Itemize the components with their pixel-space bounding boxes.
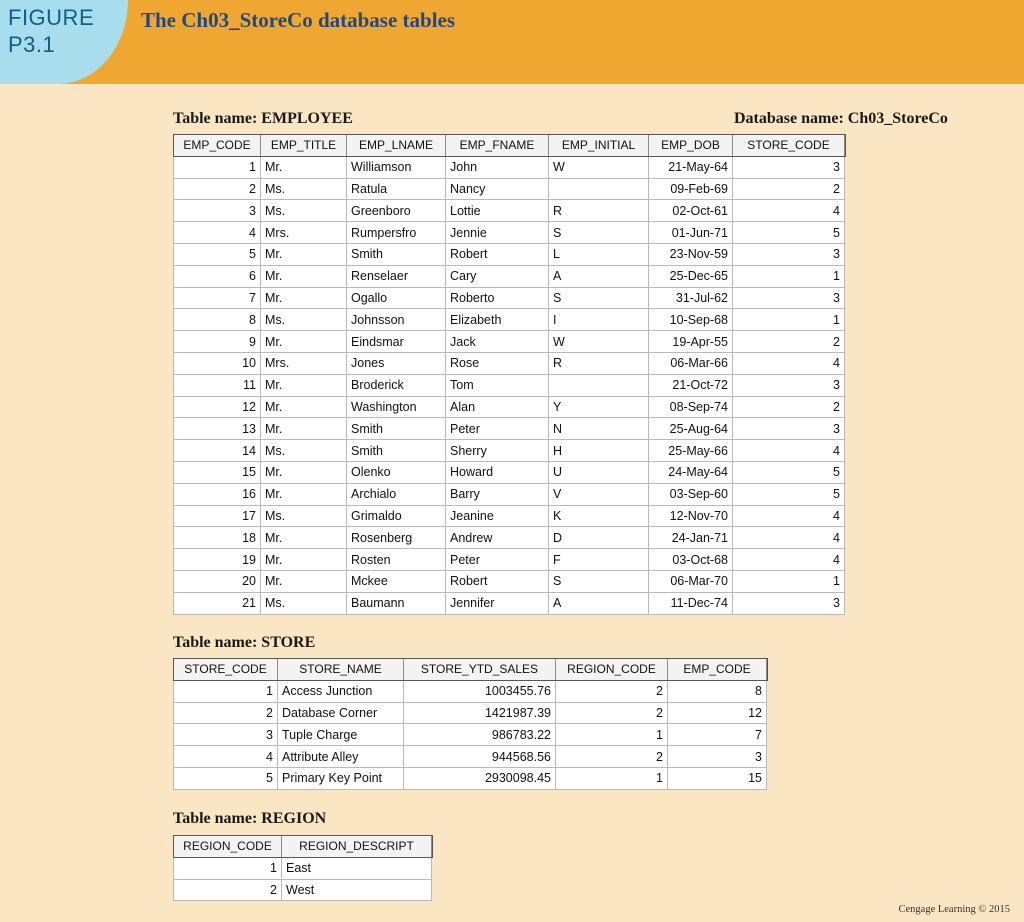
employee-cell-emp-code: 1 — [174, 156, 261, 178]
employee-cell-emp-dob: 21-May-64 — [649, 156, 733, 178]
employee-column-header: EMP_LNAME — [347, 135, 446, 157]
store-cell-emp-code: 12 — [668, 702, 767, 724]
employee-cell-emp-code: 17 — [174, 505, 261, 527]
employee-cell-emp-fname: Nancy — [446, 178, 549, 200]
employee-cell-emp-title: Ms. — [261, 200, 347, 222]
employee-cell-store-code: 4 — [733, 527, 845, 549]
employee-column-header: EMP_DOB — [649, 135, 733, 157]
employee-table-row — [174, 396, 845, 418]
employee-cell-emp-code: 7 — [174, 287, 261, 309]
employee-cell-emp-lname: Greenboro — [347, 200, 446, 222]
employee-cell-store-code: 3 — [733, 374, 845, 396]
employee-cell-emp-code: 8 — [174, 309, 261, 331]
employee-cell-emp-lname: Smith — [347, 243, 446, 265]
employee-cell-emp-initial: A — [549, 265, 649, 287]
employee-cell-emp-title: Ms. — [261, 592, 347, 614]
region-column-header: REGION_DESCRIPT — [282, 836, 432, 858]
employee-cell-emp-initial: I — [549, 309, 649, 331]
store-cell-store-code: 3 — [174, 724, 278, 746]
employee-cell-emp-lname: Smith — [347, 418, 446, 440]
employee-cell-store-code: 5 — [733, 461, 845, 483]
store-column-header: REGION_CODE — [556, 659, 668, 681]
employee-cell-emp-title: Ms. — [261, 505, 347, 527]
employee-cell-emp-initial: W — [549, 156, 649, 178]
employee-cell-emp-lname: Rosenberg — [347, 527, 446, 549]
employee-cell-emp-lname: Ogallo — [347, 287, 446, 309]
employee-cell-emp-code: 5 — [174, 243, 261, 265]
employee-cell-emp-title: Mr. — [261, 549, 347, 571]
employee-cell-emp-lname: Renselaer — [347, 265, 446, 287]
employee-table-row — [174, 287, 845, 309]
employee-cell-emp-code: 10 — [174, 352, 261, 374]
employee-cell-emp-initial: S — [549, 287, 649, 309]
employee-cell-emp-lname: Jones — [347, 352, 446, 374]
employee-cell-emp-dob: 10-Sep-68 — [649, 309, 733, 331]
region-table-row — [174, 879, 432, 901]
employee-cell-emp-fname: Rose — [446, 352, 549, 374]
employee-cell-emp-lname: Williamson — [347, 156, 446, 178]
employee-cell-emp-dob: 23-Nov-59 — [649, 243, 733, 265]
region-cell-region-descript: West — [282, 879, 432, 901]
employee-cell-emp-fname: Roberto — [446, 287, 549, 309]
employee-cell-emp-initial: Y — [549, 396, 649, 418]
store-cell-store-ytd-sales: 2930098.45 — [404, 767, 556, 789]
employee-cell-emp-title: Mr. — [261, 243, 347, 265]
employee-cell-emp-title: Mr. — [261, 570, 347, 592]
employee-column-header: STORE_CODE — [733, 135, 845, 157]
employee-cell-emp-fname: Elizabeth — [446, 309, 549, 331]
employee-cell-emp-dob: 31-Jul-62 — [649, 287, 733, 309]
employee-cell-emp-initial: R — [549, 352, 649, 374]
employee-cell-emp-lname: Smith — [347, 440, 446, 462]
employee-cell-emp-lname: Broderick — [347, 374, 446, 396]
employee-cell-emp-fname: Jeanine — [446, 505, 549, 527]
employee-cell-emp-title: Ms. — [261, 309, 347, 331]
employee-cell-emp-fname: Cary — [446, 265, 549, 287]
store-cell-store-ytd-sales: 1003455.76 — [404, 680, 556, 702]
employee-table-row — [174, 440, 845, 462]
employee-cell-emp-code: 11 — [174, 374, 261, 396]
employee-cell-emp-dob: 19-Apr-55 — [649, 331, 733, 353]
employee-cell-emp-lname: Rosten — [347, 549, 446, 571]
employee-cell-emp-title: Ms. — [261, 440, 347, 462]
employee-cell-emp-title: Mr. — [261, 265, 347, 287]
employee-table-row — [174, 222, 845, 244]
employee-cell-emp-initial: K — [549, 505, 649, 527]
region-table — [173, 835, 432, 901]
copyright-credit: Cengage Learning © 2015 — [898, 904, 1010, 915]
employee-cell-emp-code: 20 — [174, 570, 261, 592]
store-cell-store-ytd-sales: 1421987.39 — [404, 702, 556, 724]
employee-cell-emp-fname: Peter — [446, 418, 549, 440]
employee-cell-emp-dob: 02-Oct-61 — [649, 200, 733, 222]
store-cell-store-code: 5 — [174, 767, 278, 789]
store-column-header: STORE_CODE — [174, 659, 278, 681]
employee-cell-emp-code: 19 — [174, 549, 261, 571]
employee-cell-emp-fname: Robert — [446, 570, 549, 592]
employee-cell-store-code: 3 — [733, 287, 845, 309]
employee-cell-emp-dob: 25-Aug-64 — [649, 418, 733, 440]
employee-cell-store-code: 2 — [733, 396, 845, 418]
employee-cell-emp-code: 6 — [174, 265, 261, 287]
employee-cell-emp-fname: John — [446, 156, 549, 178]
employee-cell-emp-initial: S — [549, 570, 649, 592]
employee-cell-store-code: 3 — [733, 592, 845, 614]
employee-cell-emp-title: Mr. — [261, 527, 347, 549]
region-header-row — [174, 836, 432, 858]
employee-cell-emp-dob: 09-Feb-69 — [649, 178, 733, 200]
employee-cell-emp-code: 12 — [174, 396, 261, 418]
store-cell-store-code: 4 — [174, 746, 278, 768]
employee-cell-emp-initial: F — [549, 549, 649, 571]
employee-cell-emp-lname: Washington — [347, 396, 446, 418]
employee-cell-store-code: 3 — [733, 243, 845, 265]
employee-cell-store-code: 3 — [733, 418, 845, 440]
employee-table-row — [174, 309, 845, 331]
employee-cell-emp-lname: Johnsson — [347, 309, 446, 331]
employee-cell-store-code: 5 — [733, 222, 845, 244]
employee-cell-emp-initial — [549, 374, 649, 396]
employee-cell-emp-fname: Sherry — [446, 440, 549, 462]
employee-cell-emp-code: 4 — [174, 222, 261, 244]
employee-column-header: EMP_TITLE — [261, 135, 347, 157]
store-table-row — [174, 746, 767, 768]
figure-label — [8, 4, 94, 58]
store-cell-region-code: 2 — [556, 680, 668, 702]
store-cell-store-name: Database Corner — [278, 702, 404, 724]
store-cell-emp-code: 8 — [668, 680, 767, 702]
employee-cell-emp-dob: 25-May-66 — [649, 440, 733, 462]
store-cell-emp-code: 3 — [668, 746, 767, 768]
employee-cell-emp-title: Mr. — [261, 396, 347, 418]
employee-cell-emp-initial — [549, 178, 649, 200]
employee-cell-emp-dob: 24-Jan-71 — [649, 527, 733, 549]
store-table-row — [174, 767, 767, 789]
employee-table-row — [174, 461, 845, 483]
region-cell-region-code: 2 — [174, 879, 282, 901]
figure-label-word: FIGURE — [8, 5, 95, 30]
employee-cell-emp-fname: Howard — [446, 461, 549, 483]
employee-cell-store-code: 1 — [733, 265, 845, 287]
employee-table-row — [174, 592, 845, 614]
employee-cell-emp-fname: Peter — [446, 549, 549, 571]
employee-cell-emp-initial: D — [549, 527, 649, 549]
region-cell-region-code: 1 — [174, 857, 282, 879]
store-cell-region-code: 1 — [556, 767, 668, 789]
region-table-name: Table name: REGION — [173, 810, 327, 827]
employee-table-row — [174, 527, 845, 549]
store-cell-store-ytd-sales: 944568.56 — [404, 746, 556, 768]
employee-table-row — [174, 570, 845, 592]
employee-table-row — [174, 156, 845, 178]
employee-table-row — [174, 418, 845, 440]
employee-cell-store-code: 4 — [733, 505, 845, 527]
employee-cell-emp-code: 21 — [174, 592, 261, 614]
employee-cell-emp-title: Mr. — [261, 418, 347, 440]
employee-cell-emp-initial: S — [549, 222, 649, 244]
employee-cell-emp-dob: 12-Nov-70 — [649, 505, 733, 527]
employee-cell-emp-title: Mr. — [261, 156, 347, 178]
employee-header-row — [174, 135, 845, 157]
employee-cell-emp-fname: Alan — [446, 396, 549, 418]
employee-cell-emp-title: Mr. — [261, 374, 347, 396]
employee-cell-store-code: 1 — [733, 570, 845, 592]
employee-table-row — [174, 374, 845, 396]
store-cell-store-name: Primary Key Point — [278, 767, 404, 789]
employee-cell-emp-code: 13 — [174, 418, 261, 440]
figure-title: The Ch03_StoreCo database tables — [141, 8, 456, 32]
employee-cell-emp-lname: Baumann — [347, 592, 446, 614]
employee-cell-store-code: 5 — [733, 483, 845, 505]
employee-cell-emp-initial: N — [549, 418, 649, 440]
store-cell-store-name: Attribute Alley — [278, 746, 404, 768]
store-table-name: Table name: STORE — [173, 634, 316, 651]
employee-table-row — [174, 483, 845, 505]
store-cell-region-code: 2 — [556, 702, 668, 724]
employee-cell-emp-code: 18 — [174, 527, 261, 549]
employee-cell-emp-fname: Andrew — [446, 527, 549, 549]
employee-column-header: EMP_CODE — [174, 135, 261, 157]
store-cell-emp-code: 15 — [668, 767, 767, 789]
employee-cell-store-code: 3 — [733, 156, 845, 178]
employee-cell-store-code: 4 — [733, 549, 845, 571]
employee-cell-emp-title: Mr. — [261, 483, 347, 505]
store-cell-store-name: Access Junction — [278, 680, 404, 702]
employee-cell-emp-dob: 11-Dec-74 — [649, 592, 733, 614]
figure-number: P3.1 — [8, 32, 56, 57]
store-cell-region-code: 2 — [556, 746, 668, 768]
employee-table-name: Table name: EMPLOYEE — [173, 110, 353, 127]
employee-table — [173, 134, 845, 615]
employee-cell-store-code: 4 — [733, 200, 845, 222]
employee-cell-emp-title: Mr. — [261, 331, 347, 353]
store-cell-emp-code: 7 — [668, 724, 767, 746]
store-column-header: EMP_CODE — [668, 659, 767, 681]
employee-cell-emp-code: 16 — [174, 483, 261, 505]
store-header-row — [174, 659, 767, 681]
employee-cell-emp-dob: 08-Sep-74 — [649, 396, 733, 418]
employee-cell-emp-fname: Jennie — [446, 222, 549, 244]
employee-table-row — [174, 265, 845, 287]
employee-cell-emp-dob: 03-Oct-68 — [649, 549, 733, 571]
employee-cell-emp-dob: 06-Mar-66 — [649, 352, 733, 374]
employee-cell-emp-title: Mrs. — [261, 222, 347, 244]
store-cell-region-code: 1 — [556, 724, 668, 746]
employee-cell-emp-lname: Rumpersfro — [347, 222, 446, 244]
employee-cell-emp-fname: Barry — [446, 483, 549, 505]
employee-cell-emp-dob: 03-Sep-60 — [649, 483, 733, 505]
employee-cell-emp-dob: 06-Mar-70 — [649, 570, 733, 592]
employee-cell-emp-title: Mr. — [261, 461, 347, 483]
employee-cell-emp-dob: 21-Oct-72 — [649, 374, 733, 396]
region-table-row — [174, 857, 432, 879]
employee-table-row — [174, 243, 845, 265]
employee-cell-emp-lname: Olenko — [347, 461, 446, 483]
store-cell-store-name: Tuple Charge — [278, 724, 404, 746]
employee-cell-emp-code: 14 — [174, 440, 261, 462]
employee-table-row — [174, 178, 845, 200]
employee-cell-emp-initial: W — [549, 331, 649, 353]
employee-cell-emp-title: Mrs. — [261, 352, 347, 374]
employee-cell-emp-lname: Mckee — [347, 570, 446, 592]
employee-cell-emp-code: 9 — [174, 331, 261, 353]
employee-cell-emp-fname: Robert — [446, 243, 549, 265]
employee-table-row — [174, 549, 845, 571]
employee-cell-emp-dob: 24-May-64 — [649, 461, 733, 483]
store-table-row — [174, 724, 767, 746]
employee-cell-emp-code: 3 — [174, 200, 261, 222]
employee-table-row — [174, 200, 845, 222]
employee-cell-emp-lname: Eindsmar — [347, 331, 446, 353]
employee-table-row — [174, 505, 845, 527]
employee-cell-store-code: 4 — [733, 440, 845, 462]
employee-cell-emp-fname: Tom — [446, 374, 549, 396]
employee-cell-emp-lname: Ratula — [347, 178, 446, 200]
employee-cell-emp-code: 15 — [174, 461, 261, 483]
employee-cell-emp-initial: H — [549, 440, 649, 462]
employee-cell-store-code: 2 — [733, 178, 845, 200]
employee-cell-store-code: 2 — [733, 331, 845, 353]
store-table-row — [174, 680, 767, 702]
employee-cell-emp-title: Ms. — [261, 178, 347, 200]
employee-table-row — [174, 352, 845, 374]
employee-cell-emp-lname: Grimaldo — [347, 505, 446, 527]
employee-column-header: EMP_FNAME — [446, 135, 549, 157]
employee-cell-emp-lname: Archialo — [347, 483, 446, 505]
employee-cell-emp-dob: 25-Dec-65 — [649, 265, 733, 287]
database-name: Database name: Ch03_StoreCo — [734, 110, 948, 127]
store-cell-store-ytd-sales: 986783.22 — [404, 724, 556, 746]
region-column-header: REGION_CODE — [174, 836, 282, 858]
store-table — [173, 658, 767, 790]
region-cell-region-descript: East — [282, 857, 432, 879]
employee-cell-emp-initial: L — [549, 243, 649, 265]
employee-cell-store-code: 1 — [733, 309, 845, 331]
store-cell-store-code: 1 — [174, 680, 278, 702]
employee-cell-emp-fname: Lottie — [446, 200, 549, 222]
employee-cell-emp-initial: A — [549, 592, 649, 614]
store-column-header: STORE_YTD_SALES — [404, 659, 556, 681]
employee-cell-emp-fname: Jack — [446, 331, 549, 353]
store-cell-store-code: 2 — [174, 702, 278, 724]
employee-cell-emp-title: Mr. — [261, 287, 347, 309]
store-table-row — [174, 702, 767, 724]
employee-cell-emp-code: 2 — [174, 178, 261, 200]
employee-cell-emp-fname: Jennifer — [446, 592, 549, 614]
employee-cell-emp-dob: 01-Jun-71 — [649, 222, 733, 244]
employee-table-row — [174, 331, 845, 353]
employee-cell-emp-initial: V — [549, 483, 649, 505]
employee-cell-emp-initial: U — [549, 461, 649, 483]
employee-cell-store-code: 4 — [733, 352, 845, 374]
employee-column-header: EMP_INITIAL — [549, 135, 649, 157]
store-column-header: STORE_NAME — [278, 659, 404, 681]
employee-cell-emp-initial: R — [549, 200, 649, 222]
